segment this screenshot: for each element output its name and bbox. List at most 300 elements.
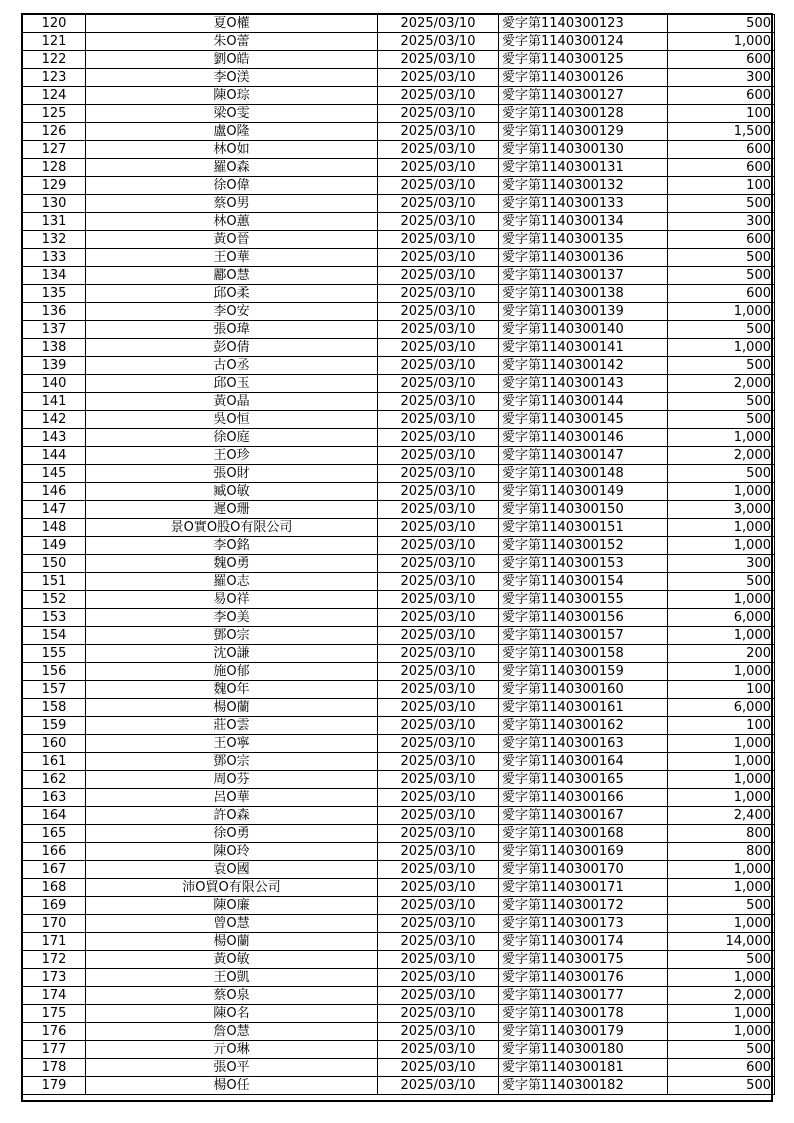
row-number-cell: 135	[23, 285, 86, 303]
date-cell: 2025/03/10	[378, 573, 499, 591]
table-row	[23, 609, 775, 627]
table-row	[23, 627, 775, 645]
date-cell: 2025/03/10	[378, 717, 499, 735]
table-row	[23, 1005, 775, 1023]
table-row	[23, 285, 775, 303]
receipt-number-cell: 愛字第1140300181	[499, 1059, 668, 1077]
row-number-cell: 160	[23, 735, 86, 753]
table-row	[23, 717, 775, 735]
table-row	[23, 321, 775, 339]
table-row	[23, 159, 775, 177]
amount-cell: 1,000	[668, 915, 775, 933]
donor-name-cell: 陳O廉	[86, 897, 378, 915]
receipt-number-cell: 愛字第1140300132	[499, 177, 668, 195]
row-number-cell: 162	[23, 771, 86, 789]
row-number-cell: 140	[23, 375, 86, 393]
donor-name-cell: 陳O名	[86, 1005, 378, 1023]
receipt-number-cell: 愛字第1140300127	[499, 87, 668, 105]
donor-name-cell: 古O丞	[86, 357, 378, 375]
table-row	[23, 87, 775, 105]
receipt-number-cell: 愛字第1140300130	[499, 141, 668, 159]
receipt-number-cell: 愛字第1140300153	[499, 555, 668, 573]
receipt-number-cell: 愛字第1140300144	[499, 393, 668, 411]
row-number-cell: 130	[23, 195, 86, 213]
date-cell: 2025/03/10	[378, 807, 499, 825]
amount-cell: 500	[668, 267, 775, 285]
date-cell: 2025/03/10	[378, 555, 499, 573]
row-number-cell: 132	[23, 231, 86, 249]
date-cell: 2025/03/10	[378, 537, 499, 555]
amount-cell: 600	[668, 1059, 775, 1077]
date-cell: 2025/03/10	[378, 267, 499, 285]
receipt-number-cell: 愛字第1140300135	[499, 231, 668, 249]
donor-name-cell: 張O瑋	[86, 321, 378, 339]
receipt-number-cell: 愛字第1140300178	[499, 1005, 668, 1023]
table-row	[23, 339, 775, 357]
date-cell: 2025/03/10	[378, 105, 499, 123]
receipt-number-cell: 愛字第1140300152	[499, 537, 668, 555]
amount-cell: 1,000	[668, 537, 775, 555]
donor-name-cell: 邱O玉	[86, 375, 378, 393]
donor-name-cell: 曾O慧	[86, 915, 378, 933]
date-cell: 2025/03/10	[378, 699, 499, 717]
table-row	[23, 141, 775, 159]
row-number-cell: 120	[23, 15, 86, 33]
date-cell: 2025/03/10	[378, 969, 499, 987]
donor-name-cell: 詹O慧	[86, 1023, 378, 1041]
table-row	[23, 1059, 775, 1077]
date-cell: 2025/03/10	[378, 951, 499, 969]
table-row	[23, 69, 775, 87]
receipt-number-cell: 愛字第1140300171	[499, 879, 668, 897]
amount-cell: 600	[668, 231, 775, 249]
table-row	[23, 987, 775, 1005]
table-row	[23, 969, 775, 987]
table-row	[23, 915, 775, 933]
date-cell: 2025/03/10	[378, 339, 499, 357]
row-number-cell: 121	[23, 33, 86, 51]
amount-cell: 1,000	[668, 753, 775, 771]
table-row	[23, 375, 775, 393]
receipt-number-cell: 愛字第1140300131	[499, 159, 668, 177]
receipt-number-cell: 愛字第1140300163	[499, 735, 668, 753]
date-cell: 2025/03/10	[378, 897, 499, 915]
donor-name-cell: 易O祥	[86, 591, 378, 609]
receipt-number-cell: 愛字第1140300136	[499, 249, 668, 267]
amount-cell: 2,000	[668, 375, 775, 393]
donor-name-cell: 徐O勇	[86, 825, 378, 843]
donor-name-cell: 楊O任	[86, 1077, 378, 1095]
table-row	[23, 843, 775, 861]
donor-name-cell: 彭O倩	[86, 339, 378, 357]
row-number-cell: 174	[23, 987, 86, 1005]
donor-name-cell: 李O美	[86, 609, 378, 627]
row-number-cell: 172	[23, 951, 86, 969]
receipt-number-cell: 愛字第1140300125	[499, 51, 668, 69]
amount-cell: 600	[668, 141, 775, 159]
receipt-number-cell: 愛字第1140300173	[499, 915, 668, 933]
amount-cell: 300	[668, 555, 775, 573]
donor-name-cell: 徐O偉	[86, 177, 378, 195]
date-cell: 2025/03/10	[378, 15, 499, 33]
donor-name-cell: 梁O雯	[86, 105, 378, 123]
amount-cell: 500	[668, 465, 775, 483]
receipt-number-cell: 愛字第1140300174	[499, 933, 668, 951]
receipt-number-cell: 愛字第1140300140	[499, 321, 668, 339]
donor-name-cell: 許O森	[86, 807, 378, 825]
amount-cell: 1,000	[668, 33, 775, 51]
receipt-number-cell: 愛字第1140300123	[499, 15, 668, 33]
donor-name-cell: 邱O柔	[86, 285, 378, 303]
receipt-number-cell: 愛字第1140300124	[499, 33, 668, 51]
receipt-number-cell: 愛字第1140300158	[499, 645, 668, 663]
table-row	[23, 1023, 775, 1041]
donor-name-cell: 亓O琳	[86, 1041, 378, 1059]
amount-cell: 200	[668, 645, 775, 663]
receipt-number-cell: 愛字第1140300138	[499, 285, 668, 303]
table-row	[23, 573, 775, 591]
date-cell: 2025/03/10	[378, 87, 499, 105]
amount-cell: 600	[668, 51, 775, 69]
receipt-number-cell: 愛字第1140300179	[499, 1023, 668, 1041]
table-row	[23, 789, 775, 807]
date-cell: 2025/03/10	[378, 915, 499, 933]
row-number-cell: 133	[23, 249, 86, 267]
row-number-cell: 145	[23, 465, 86, 483]
row-number-cell: 158	[23, 699, 86, 717]
row-number-cell: 176	[23, 1023, 86, 1041]
date-cell: 2025/03/10	[378, 483, 499, 501]
amount-cell: 300	[668, 69, 775, 87]
receipt-number-cell: 愛字第1140300172	[499, 897, 668, 915]
amount-cell: 500	[668, 1077, 775, 1095]
date-cell: 2025/03/10	[378, 321, 499, 339]
amount-cell: 2,000	[668, 987, 775, 1005]
date-cell: 2025/03/10	[378, 177, 499, 195]
row-number-cell: 126	[23, 123, 86, 141]
row-number-cell: 141	[23, 393, 86, 411]
table-row	[23, 1077, 775, 1095]
amount-cell: 1,000	[668, 303, 775, 321]
amount-cell: 600	[668, 285, 775, 303]
date-cell: 2025/03/10	[378, 663, 499, 681]
row-number-cell: 163	[23, 789, 86, 807]
date-cell: 2025/03/10	[378, 213, 499, 231]
date-cell: 2025/03/10	[378, 933, 499, 951]
table-row	[23, 213, 775, 231]
table-row	[23, 645, 775, 663]
amount-cell: 1,000	[668, 879, 775, 897]
donor-name-cell: 王O珍	[86, 447, 378, 465]
receipt-number-cell: 愛字第1140300139	[499, 303, 668, 321]
table-row	[23, 303, 775, 321]
row-number-cell: 128	[23, 159, 86, 177]
table-row	[23, 411, 775, 429]
receipt-number-cell: 愛字第1140300177	[499, 987, 668, 1005]
donor-name-cell: 臧O敏	[86, 483, 378, 501]
receipt-number-cell: 愛字第1140300155	[499, 591, 668, 609]
amount-cell: 1,000	[668, 771, 775, 789]
amount-cell: 6,000	[668, 699, 775, 717]
donor-name-cell: 黃O晶	[86, 393, 378, 411]
amount-cell: 500	[668, 951, 775, 969]
donor-name-cell: 羅O志	[86, 573, 378, 591]
donor-name-cell: 王O凱	[86, 969, 378, 987]
table-row	[23, 897, 775, 915]
row-number-cell: 171	[23, 933, 86, 951]
table-row	[23, 15, 775, 33]
date-cell: 2025/03/10	[378, 1041, 499, 1059]
row-number-cell: 165	[23, 825, 86, 843]
table-row	[23, 807, 775, 825]
donor-name-cell: 李O銘	[86, 537, 378, 555]
row-number-cell: 147	[23, 501, 86, 519]
date-cell: 2025/03/10	[378, 843, 499, 861]
date-cell: 2025/03/10	[378, 735, 499, 753]
receipt-number-cell: 愛字第1140300154	[499, 573, 668, 591]
row-number-cell: 148	[23, 519, 86, 537]
row-number-cell: 142	[23, 411, 86, 429]
date-cell: 2025/03/10	[378, 357, 499, 375]
date-cell: 2025/03/10	[378, 51, 499, 69]
donor-name-cell: 楊O蘭	[86, 933, 378, 951]
donor-name-cell: 李O渼	[86, 69, 378, 87]
donor-name-cell: 張O平	[86, 1059, 378, 1077]
date-cell: 2025/03/10	[378, 429, 499, 447]
date-cell: 2025/03/10	[378, 501, 499, 519]
receipt-number-cell: 愛字第1140300160	[499, 681, 668, 699]
amount-cell: 500	[668, 321, 775, 339]
amount-cell: 100	[668, 177, 775, 195]
date-cell: 2025/03/10	[378, 1059, 499, 1077]
table-row	[23, 105, 775, 123]
amount-cell: 600	[668, 87, 775, 105]
table-row	[23, 663, 775, 681]
table-row	[23, 33, 775, 51]
row-number-cell: 137	[23, 321, 86, 339]
row-number-cell: 152	[23, 591, 86, 609]
donor-name-cell: 袁O國	[86, 861, 378, 879]
row-number-cell: 136	[23, 303, 86, 321]
table-row	[23, 537, 775, 555]
date-cell: 2025/03/10	[378, 123, 499, 141]
donor-name-cell: 景O實O股O有限公司	[86, 519, 378, 537]
date-cell: 2025/03/10	[378, 771, 499, 789]
date-cell: 2025/03/10	[378, 1077, 499, 1095]
receipt-number-cell: 愛字第1140300168	[499, 825, 668, 843]
donor-name-cell: 魏O勇	[86, 555, 378, 573]
table-row	[23, 1041, 775, 1059]
table-row	[23, 267, 775, 285]
table-row	[23, 681, 775, 699]
donor-name-cell: 施O郁	[86, 663, 378, 681]
row-number-cell: 131	[23, 213, 86, 231]
donor-name-cell: 楊O蘭	[86, 699, 378, 717]
donor-name-cell: 沈O謙	[86, 645, 378, 663]
row-number-cell: 144	[23, 447, 86, 465]
table-row	[23, 879, 775, 897]
amount-cell: 1,000	[668, 429, 775, 447]
row-number-cell: 178	[23, 1059, 86, 1077]
amount-cell: 1,000	[668, 861, 775, 879]
row-number-cell: 168	[23, 879, 86, 897]
date-cell: 2025/03/10	[378, 825, 499, 843]
row-number-cell: 175	[23, 1005, 86, 1023]
donor-name-cell: 遲O珊	[86, 501, 378, 519]
date-cell: 2025/03/10	[378, 681, 499, 699]
receipt-number-cell: 愛字第1140300128	[499, 105, 668, 123]
amount-cell: 1,000	[668, 519, 775, 537]
donor-name-cell: 張O財	[86, 465, 378, 483]
amount-cell: 3,000	[668, 501, 775, 519]
amount-cell: 14,000	[668, 933, 775, 951]
date-cell: 2025/03/10	[378, 249, 499, 267]
donor-name-cell: 蔡O男	[86, 195, 378, 213]
table-row	[23, 393, 775, 411]
date-cell: 2025/03/10	[378, 591, 499, 609]
table-row	[23, 249, 775, 267]
donor-name-cell: 酈O慧	[86, 267, 378, 285]
table-row	[23, 699, 775, 717]
donor-name-cell: 陳O琮	[86, 87, 378, 105]
receipt-number-cell: 愛字第1140300165	[499, 771, 668, 789]
receipt-number-cell: 愛字第1140300175	[499, 951, 668, 969]
amount-cell: 100	[668, 717, 775, 735]
receipt-number-cell: 愛字第1140300143	[499, 375, 668, 393]
donor-name-cell: 林O如	[86, 141, 378, 159]
table-row	[23, 357, 775, 375]
receipt-number-cell: 愛字第1140300142	[499, 357, 668, 375]
donor-name-cell: 鄧O宗	[86, 753, 378, 771]
row-number-cell: 167	[23, 861, 86, 879]
donor-name-cell: 李O安	[86, 303, 378, 321]
table-row	[23, 771, 775, 789]
receipt-number-cell: 愛字第1140300170	[499, 861, 668, 879]
receipt-number-cell: 愛字第1140300145	[499, 411, 668, 429]
receipt-number-cell: 愛字第1140300167	[499, 807, 668, 825]
amount-cell: 500	[668, 15, 775, 33]
row-number-cell: 154	[23, 627, 86, 645]
date-cell: 2025/03/10	[378, 627, 499, 645]
amount-cell: 800	[668, 825, 775, 843]
table-row	[23, 447, 775, 465]
row-number-cell: 177	[23, 1041, 86, 1059]
table-row	[23, 861, 775, 879]
receipt-number-cell: 愛字第1140300150	[499, 501, 668, 519]
amount-cell: 1,000	[668, 735, 775, 753]
row-number-cell: 125	[23, 105, 86, 123]
receipt-number-cell: 愛字第1140300156	[499, 609, 668, 627]
donor-name-cell: 黃O敏	[86, 951, 378, 969]
row-number-cell: 134	[23, 267, 86, 285]
amount-cell: 500	[668, 249, 775, 267]
donor-name-cell: 徐O庭	[86, 429, 378, 447]
amount-cell: 1,000	[668, 591, 775, 609]
receipt-number-cell: 愛字第1140300137	[499, 267, 668, 285]
donor-name-cell: 吳O恒	[86, 411, 378, 429]
amount-cell: 1,000	[668, 339, 775, 357]
receipt-number-cell: 愛字第1140300141	[499, 339, 668, 357]
amount-cell: 1,000	[668, 483, 775, 501]
receipt-number-cell: 愛字第1140300134	[499, 213, 668, 231]
amount-cell: 800	[668, 843, 775, 861]
donor-name-cell: 周O芬	[86, 771, 378, 789]
table-row	[23, 519, 775, 537]
receipt-number-cell: 愛字第1140300162	[499, 717, 668, 735]
amount-cell: 1,000	[668, 627, 775, 645]
row-number-cell: 161	[23, 753, 86, 771]
date-cell: 2025/03/10	[378, 447, 499, 465]
amount-cell: 1,500	[668, 123, 775, 141]
amount-cell: 100	[668, 105, 775, 123]
table-row	[23, 735, 775, 753]
donation-table-body	[23, 15, 775, 1095]
row-number-cell: 169	[23, 897, 86, 915]
date-cell: 2025/03/10	[378, 141, 499, 159]
receipt-number-cell: 愛字第1140300176	[499, 969, 668, 987]
row-number-cell: 164	[23, 807, 86, 825]
row-number-cell: 151	[23, 573, 86, 591]
amount-cell: 1,000	[668, 1023, 775, 1041]
donor-name-cell: 羅O森	[86, 159, 378, 177]
row-number-cell: 173	[23, 969, 86, 987]
amount-cell: 1,000	[668, 663, 775, 681]
amount-cell: 100	[668, 681, 775, 699]
table-row	[23, 51, 775, 69]
row-number-cell: 150	[23, 555, 86, 573]
donor-name-cell: 沛O貿O有限公司	[86, 879, 378, 897]
receipt-number-cell: 愛字第1140300129	[499, 123, 668, 141]
row-number-cell: 157	[23, 681, 86, 699]
donor-name-cell: 劉O皓	[86, 51, 378, 69]
date-cell: 2025/03/10	[378, 465, 499, 483]
receipt-number-cell: 愛字第1140300146	[499, 429, 668, 447]
row-number-cell: 179	[23, 1077, 86, 1095]
receipt-number-cell: 愛字第1140300169	[499, 843, 668, 861]
date-cell: 2025/03/10	[378, 69, 499, 87]
receipt-number-cell: 愛字第1140300157	[499, 627, 668, 645]
table-row	[23, 231, 775, 249]
date-cell: 2025/03/10	[378, 879, 499, 897]
donor-name-cell: 夏O權	[86, 15, 378, 33]
date-cell: 2025/03/10	[378, 195, 499, 213]
receipt-number-cell: 愛字第1140300180	[499, 1041, 668, 1059]
amount-cell: 2,000	[668, 447, 775, 465]
table-row	[23, 753, 775, 771]
date-cell: 2025/03/10	[378, 1005, 499, 1023]
donor-name-cell: 朱O蕾	[86, 33, 378, 51]
row-number-cell: 170	[23, 915, 86, 933]
amount-cell: 2,400	[668, 807, 775, 825]
table-row	[23, 483, 775, 501]
receipt-number-cell: 愛字第1140300161	[499, 699, 668, 717]
date-cell: 2025/03/10	[378, 285, 499, 303]
date-cell: 2025/03/10	[378, 411, 499, 429]
amount-cell: 500	[668, 573, 775, 591]
row-number-cell: 138	[23, 339, 86, 357]
table-row	[23, 429, 775, 447]
table-row	[23, 951, 775, 969]
donor-name-cell: 蔡O泉	[86, 987, 378, 1005]
receipt-number-cell: 愛字第1140300147	[499, 447, 668, 465]
amount-cell: 500	[668, 897, 775, 915]
row-number-cell: 155	[23, 645, 86, 663]
table-row	[23, 555, 775, 573]
amount-cell: 500	[668, 393, 775, 411]
receipt-number-cell: 愛字第1140300182	[499, 1077, 668, 1095]
receipt-number-cell: 愛字第1140300133	[499, 195, 668, 213]
donor-name-cell: 王O華	[86, 249, 378, 267]
